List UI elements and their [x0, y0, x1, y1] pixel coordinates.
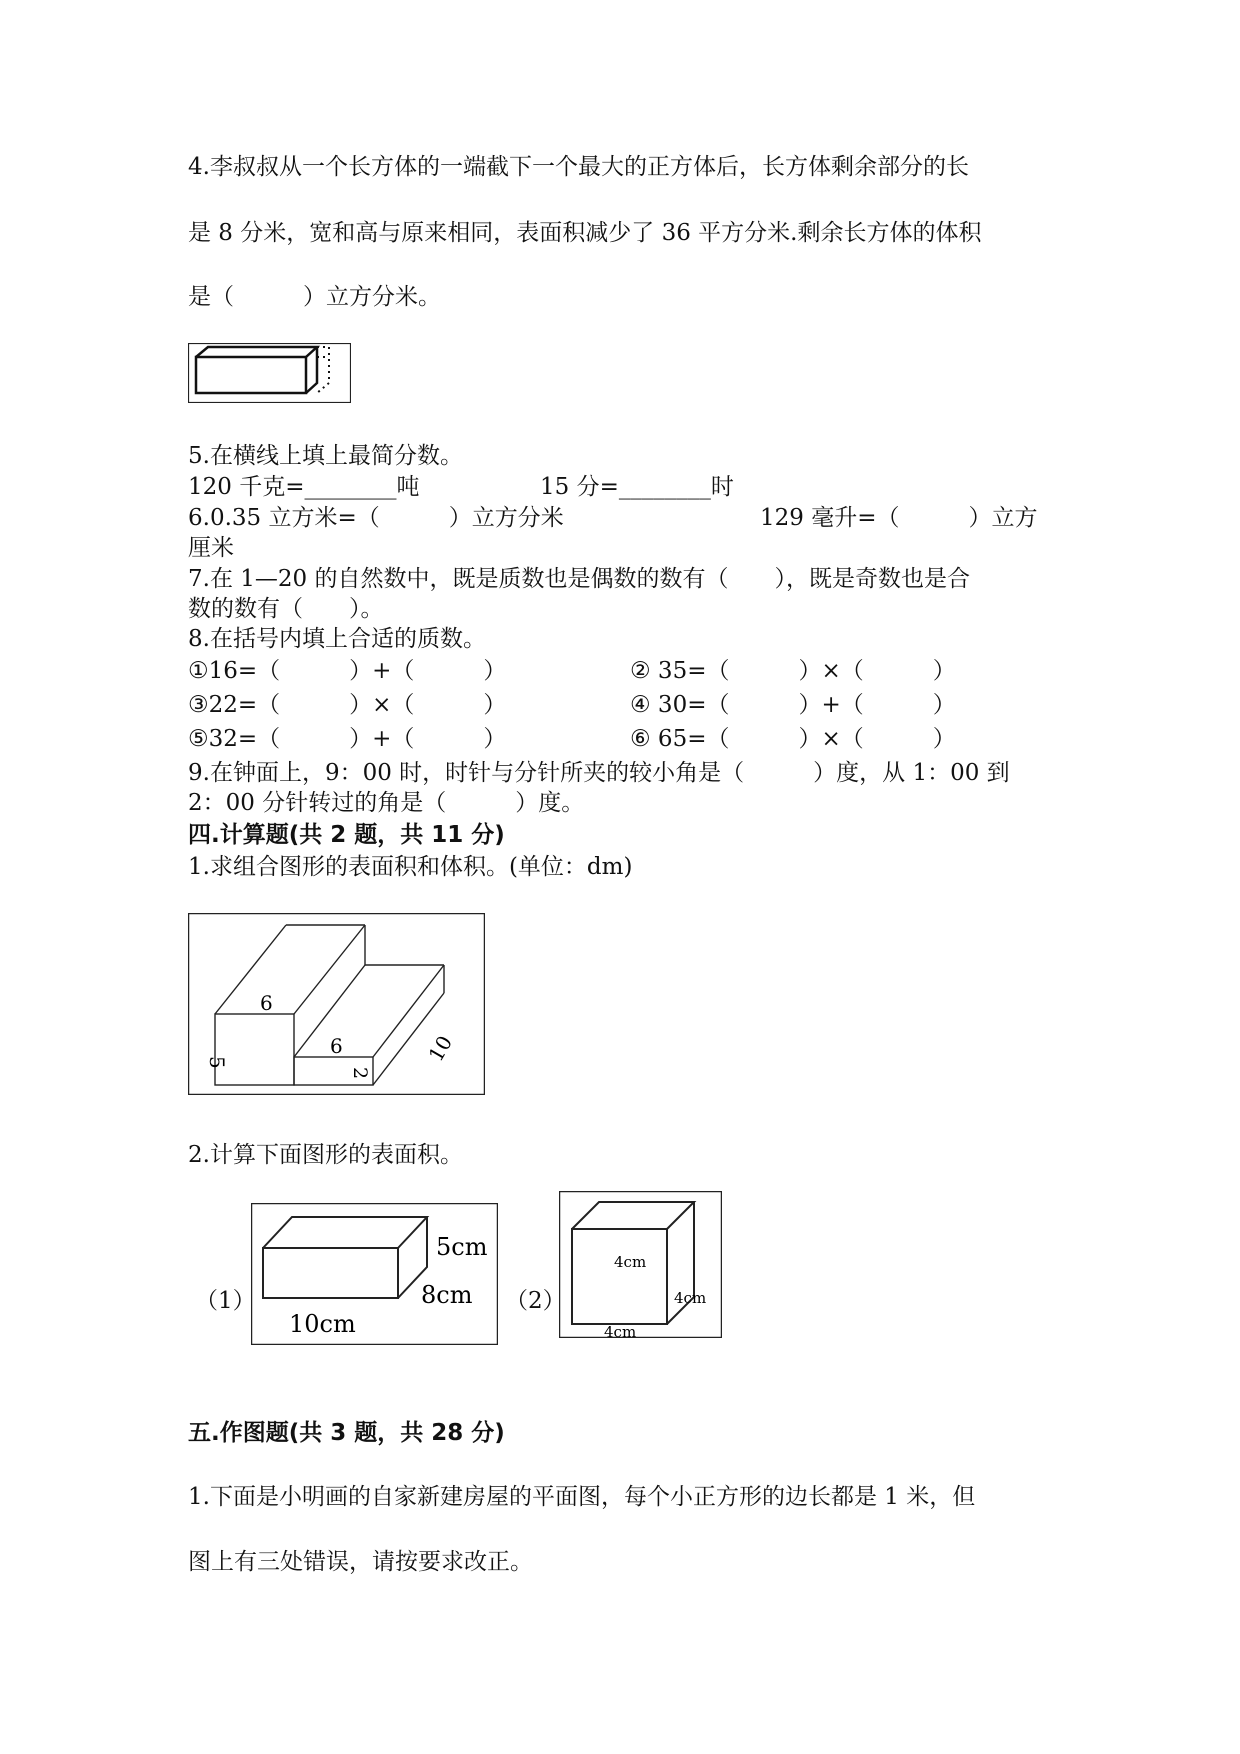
q8-item-1: ①16=（ ）+（ ） [188, 658, 507, 684]
section5-heading: 五.作图题(共 3 题，共 28 分) [188, 1420, 505, 1446]
fig1-label-step: 6 [330, 1034, 343, 1058]
q7-line1: 7.在 1—20 的自然数中，既是质数也是偶数的数有（ ），既是奇数也是合 [188, 566, 970, 592]
fig1-label-left: 5 [205, 1056, 229, 1069]
q6-item-b-cont: 厘米 [188, 535, 234, 561]
section4-heading: 四.计算题(共 2 题，共 11 分) [188, 822, 505, 848]
cube-figure [559, 1191, 722, 1338]
q4-cuboid-figure [188, 343, 351, 403]
q8-item-4: ④ 30=（ ）+（ ） [630, 692, 956, 718]
q8-item-3: ③22=（ ）×（ ） [188, 692, 507, 718]
q9-line2: 2：00 分针转过的角是（ ）度。 [188, 790, 585, 816]
section5-line1: 1.下面是小明画的自家新建房屋的平面图，每个小正方形的边长都是 1 米，但 [188, 1484, 976, 1510]
cube-label-front: 4cm [614, 1253, 647, 1271]
composite-solid-figure [188, 913, 485, 1095]
q6-item-a: 6.0.35 立方米=（ ）立方分米 [188, 505, 564, 531]
cube-label-bottom: 4cm [604, 1323, 637, 1338]
q8-item-6: ⑥ 65=（ ）×（ ） [630, 726, 956, 752]
q4-line1: 4.李叔叔从一个长方体的一端截下一个最大的正方体后，长方体剩余部分的长 [188, 154, 969, 180]
cube-label-side: 4cm [674, 1289, 707, 1307]
q5-title: 5.在横线上填上最简分数。 [188, 443, 463, 469]
q7-line2: 数的数有（ ）。 [188, 596, 384, 622]
fig2-w-label: 8cm [421, 1281, 473, 1309]
q6-item-b: 129 毫升=（ ）立方 [760, 505, 1038, 531]
section4-q2: 2.计算下面图形的表面积。 [188, 1142, 463, 1168]
section4-q1: 1.求组合图形的表面积和体积。(单位：dm) [188, 854, 633, 880]
fig2-label-2: （2） [505, 1288, 566, 1314]
q5-item-a: 120 千克=________吨 [188, 474, 420, 500]
q4-line2: 是 8 分米，宽和高与原来相同，表面积减少了 36 平方分米.剩余长方体的体积 [188, 220, 982, 246]
fig2-l-label: 10cm [289, 1310, 356, 1338]
q4-line3: 是（ ）立方分米。 [188, 284, 441, 310]
fig1-label-top: 6 [260, 991, 273, 1015]
q9-line1: 9.在钟面上，9：00 时，时针与分针所夹的较小角是（ ）度，从 1：00 到 [188, 760, 1010, 786]
cuboid-figure [251, 1203, 498, 1345]
q8-item-2: ② 35=（ ）×（ ） [630, 658, 956, 684]
fig1-label-depth: 10 [423, 1031, 458, 1066]
fig1-label-small: 2 [349, 1067, 371, 1080]
fig2-h-label: 5cm [436, 1233, 488, 1261]
section5-line2: 图上有三处错误，请按要求改正。 [188, 1549, 533, 1575]
q5-item-b: 15 分=________时 [540, 474, 734, 500]
fig2-label-1: （1） [195, 1288, 256, 1314]
q8-item-5: ⑤32=（ ）+（ ） [188, 726, 507, 752]
q8-title: 8.在括号内填上合适的质数。 [188, 626, 486, 652]
